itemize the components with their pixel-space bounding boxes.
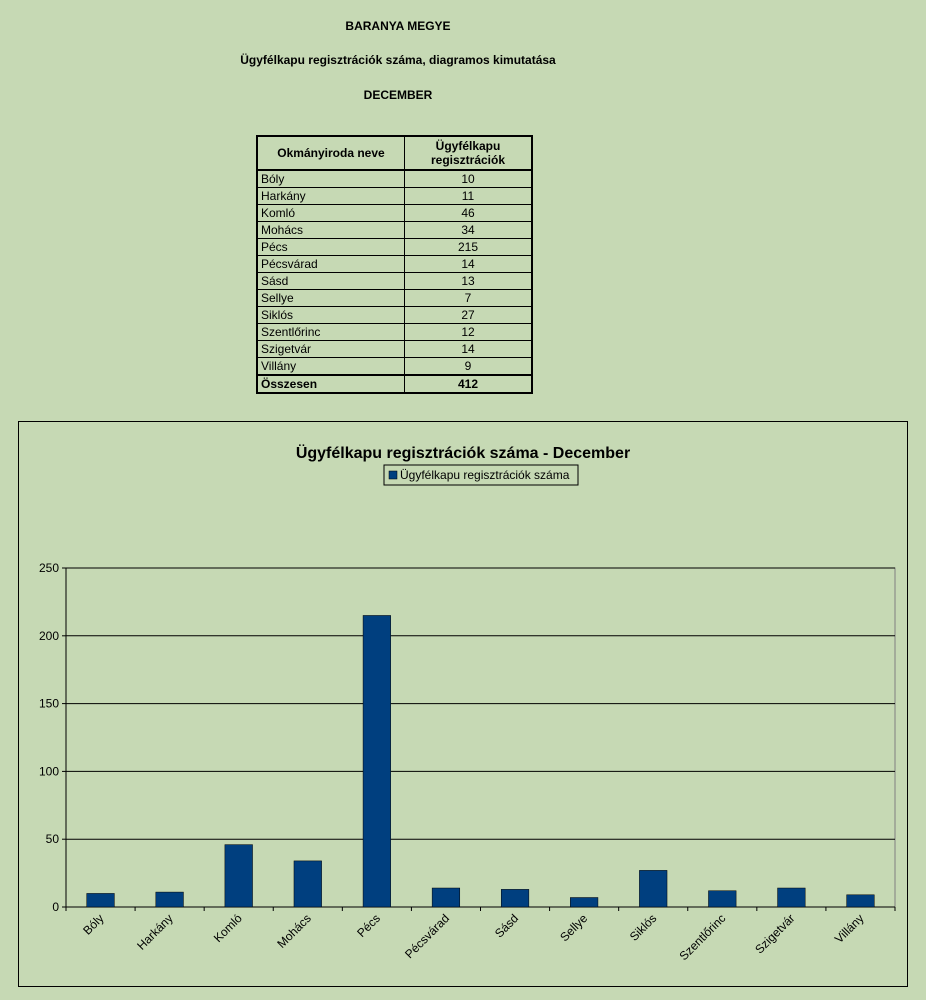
x-tick-label: Komló xyxy=(210,911,245,946)
total-label: Összesen xyxy=(257,375,405,393)
office-name-cell: Sellye xyxy=(257,290,405,307)
table-row xyxy=(257,256,532,273)
table-row xyxy=(257,222,532,239)
x-tick-label: Bóly xyxy=(80,911,107,938)
registration-count-cell: 27 xyxy=(405,307,533,324)
registration-count-cell: 13 xyxy=(405,273,533,290)
registration-count-cell: 215 xyxy=(405,239,533,256)
x-tick-label: Pécsvárad xyxy=(402,911,453,962)
chart-area xyxy=(18,421,908,987)
registration-count-cell: 46 xyxy=(405,205,533,222)
report-subtitle: Ügyfélkapu regisztrációk száma, diagramos kimutatása xyxy=(240,53,556,67)
bar-7 xyxy=(570,898,598,907)
x-tick-label: Mohács xyxy=(274,911,314,951)
registration-count-cell: 9 xyxy=(405,358,533,376)
registration-count-cell: 7 xyxy=(405,290,533,307)
y-tick-label: 150 xyxy=(38,696,59,711)
legend-label: Ügyfélkapu regisztrációk száma xyxy=(400,468,570,482)
office-name-cell: Szentlőrinc xyxy=(257,324,405,341)
table-row xyxy=(257,239,532,256)
table-row xyxy=(257,307,532,324)
registration-count-cell: 12 xyxy=(405,324,533,341)
bar-chart xyxy=(19,422,907,986)
office-name-cell: Pécs xyxy=(257,239,405,256)
office-name-cell: Villány xyxy=(257,358,405,376)
x-tick-label: Sellye xyxy=(557,911,591,945)
x-tick-label: Pécs xyxy=(354,911,383,940)
registration-count-cell: 11 xyxy=(405,188,533,205)
registration-count-cell: 14 xyxy=(405,256,533,273)
bar-6 xyxy=(501,889,529,907)
bar-1 xyxy=(156,892,184,907)
x-tick-label: Villány xyxy=(831,911,867,946)
table-row xyxy=(257,290,532,307)
registration-count-cell: 34 xyxy=(405,222,533,239)
bar-8 xyxy=(639,870,667,907)
table-total-row xyxy=(257,375,532,393)
table-row xyxy=(257,188,532,205)
office-name-cell: Mohács xyxy=(257,222,405,239)
column-header-registrations: Ügyfélkapu regisztrációk xyxy=(405,136,533,170)
chart-title: Ügyfélkapu regisztrációk száma - December xyxy=(295,445,631,462)
registration-count-cell: 10 xyxy=(405,170,533,188)
office-name-cell: Szigetvár xyxy=(257,341,405,358)
county-title: BARANYA MEGYE xyxy=(345,19,451,33)
column-header-office: Okmányiroda neve xyxy=(257,136,405,170)
x-tick-label: Harkány xyxy=(134,911,176,953)
legend-swatch xyxy=(389,471,397,479)
table-row xyxy=(257,205,532,222)
total-value: 412 xyxy=(405,375,533,393)
bar-5 xyxy=(432,888,460,907)
y-tick-label: 50 xyxy=(45,832,59,847)
office-name-cell: Komló xyxy=(257,205,405,222)
bar-2 xyxy=(225,845,253,907)
table-header-row xyxy=(257,136,532,170)
office-name-cell: Bóly xyxy=(257,170,405,188)
plot-area xyxy=(66,568,895,907)
bar-0 xyxy=(87,893,115,907)
registration-count-cell: 14 xyxy=(405,341,533,358)
y-tick-label: 250 xyxy=(38,561,59,575)
bar-4 xyxy=(363,615,391,907)
office-name-cell: Pécsvárad xyxy=(257,256,405,273)
x-tick-label: Siklós xyxy=(626,911,660,944)
table-row xyxy=(257,358,532,376)
x-tick-label: Sásd xyxy=(491,911,522,941)
y-tick-label: 200 xyxy=(38,628,59,643)
y-tick-label: 0 xyxy=(52,900,59,914)
bar-3 xyxy=(294,861,322,907)
office-name-cell: Sásd xyxy=(257,273,405,290)
bar-11 xyxy=(847,895,875,907)
table-row xyxy=(257,273,532,290)
bar-9 xyxy=(708,891,736,907)
table-row xyxy=(257,170,532,188)
month-title: DECEMBER xyxy=(363,88,433,102)
table-row xyxy=(257,324,532,341)
bar-10 xyxy=(778,888,806,907)
office-name-cell: Siklós xyxy=(257,307,405,324)
x-tick-label: Szigetvár xyxy=(752,911,798,957)
summary-table xyxy=(256,135,533,394)
y-tick-label: 100 xyxy=(38,764,59,779)
table-row xyxy=(257,341,532,358)
office-name-cell: Harkány xyxy=(257,188,405,205)
x-tick-label: Szentlőrinc xyxy=(676,911,729,964)
